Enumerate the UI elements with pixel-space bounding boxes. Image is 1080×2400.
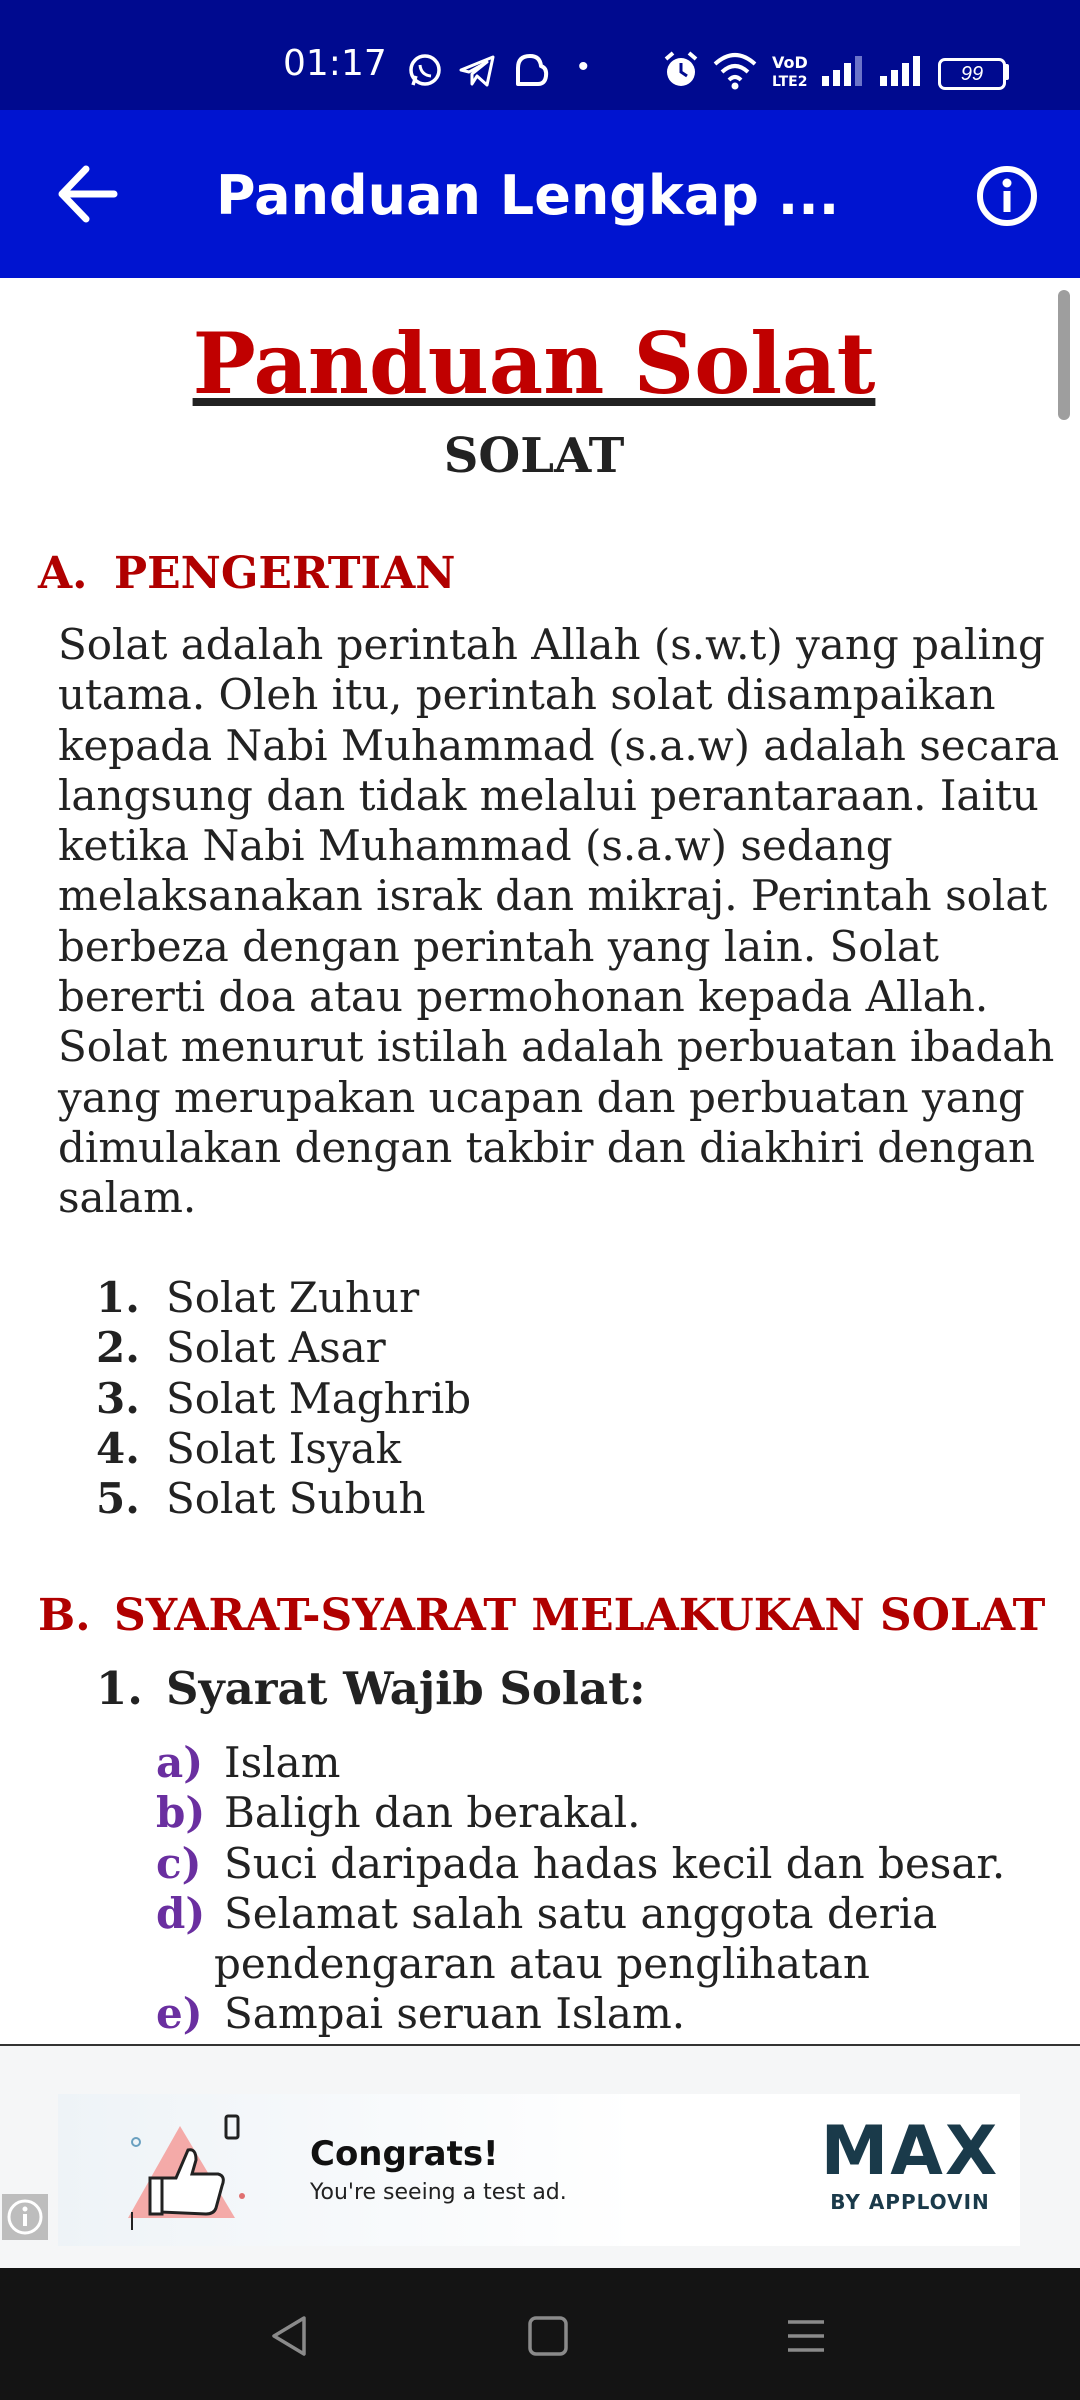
document-title: Panduan Solat [192, 314, 876, 413]
list-item-text: Baligh dan berakal. [224, 1788, 641, 1838]
document-subtitle: SOLAT [443, 428, 625, 484]
nav-home-icon[interactable] [520, 2308, 576, 2364]
list-item-letter: d) [156, 1888, 206, 1938]
list-item-letter: c) [156, 1838, 202, 1888]
list-item [96, 1474, 471, 1524]
list-item-text: Islam [224, 1738, 341, 1787]
list-item [96, 1374, 471, 1424]
section-a-letter: A. [38, 548, 88, 599]
battery-tip [1004, 64, 1009, 80]
list-item-text: Selamat salah satu anggota deria pendengaran atau penglihatan [214, 1888, 938, 1989]
list-item-number: 1. [96, 1273, 140, 1322]
list-item-text: Solat Isyak [166, 1423, 402, 1473]
wifi-icon [712, 52, 758, 90]
syarat-wajib-list [156, 1738, 1056, 2040]
ad-area [0, 2044, 1080, 2270]
list-item-letter: b) [156, 1788, 206, 1838]
info-icon[interactable] [975, 164, 1039, 228]
document-content[interactable] [0, 278, 1080, 2044]
list-item-text: Solat Subuh [166, 1474, 426, 1524]
svg-text:VoD: VoD [772, 53, 808, 72]
list-item-number: 4. [96, 1423, 140, 1473]
section-b-title: SYARAT-SYARAT MELAKUKAN SOLAT [114, 1590, 1046, 1641]
list-item-number: 3. [96, 1373, 140, 1423]
back-arrow-icon[interactable] [52, 156, 128, 232]
signal-icon-sim2 [878, 54, 924, 88]
battery-level: 99 [960, 63, 984, 85]
whatsapp-icon [406, 52, 444, 90]
alarm-icon [662, 50, 700, 90]
notification-dot: • [578, 50, 589, 83]
prayer-list [96, 1273, 471, 1524]
list-item [156, 1788, 1056, 1838]
ad-text: You're seeing a test ad. [310, 2180, 567, 2205]
list-item-text: Solat Zuhur [166, 1273, 420, 1322]
list-item [96, 1323, 471, 1373]
section-b-letter: B. [38, 1590, 91, 1641]
list-item [156, 1738, 1056, 1788]
ad-banner[interactable] [58, 2094, 1020, 2246]
ad-title: Congrats! [310, 2134, 499, 2174]
list-item-text: Sampai seruan Islam. [224, 1989, 686, 2039]
list-item [156, 1889, 1056, 1990]
list-item-text: Solat Maghrib [166, 1373, 472, 1423]
section-a-paragraph: Solat adalah perintah Allah (s.w.t) yang paling utama. Oleh itu, perintah solat disampaikan kepada Nabi Muhammad (s.a.w) adalah secara langsung dan tidak melalui perantaraan. Iaitu ketika Nabi Muhammad (s.a.w) sedang melaksanakan israk dan mikraj. Perintah solat berbeza dengan perintah yang lain. Solat bererti doa atau permohonan kepada Allah. Solat menurut istilah adalah perbuatan ibadah yang merupakan ucapan dan perbuatan yang dimulakan dengan takbir dan diakhiri dengan salam. [58, 620, 1060, 1223]
list-item-letter: e) [156, 1989, 203, 2039]
nav-back-icon[interactable] [262, 2308, 318, 2364]
list-item-text: Suci daripada hadas kecil dan besar. [224, 1838, 1006, 1888]
sub-heading-number: 1. [96, 1662, 143, 1715]
signal-icon-sim1 [820, 54, 866, 88]
list-item-number: 2. [96, 1323, 140, 1373]
ad-choices-info-icon[interactable] [2, 2194, 48, 2240]
section-a-heading [38, 548, 455, 599]
list-item [156, 1989, 1056, 2039]
cloud-app-icon [510, 50, 550, 90]
thumbs-up-icon [120, 2108, 250, 2238]
section-b-heading [38, 1590, 1045, 1641]
app-bar [0, 110, 1080, 278]
section-a-title: PENGERTIAN [114, 548, 456, 599]
list-item-text: Solat Asar [166, 1323, 386, 1373]
sub-heading-syarat-wajib [96, 1662, 646, 1715]
navigation-bar [0, 2268, 1080, 2400]
app-bar-title: Panduan Lengkap ... [216, 164, 840, 227]
list-item [96, 1273, 471, 1323]
ad-brand-sub: BY APPLOVIN [830, 2190, 990, 2214]
list-item-letter: a) [156, 1738, 204, 1787]
volte-icon [770, 52, 810, 90]
list-item [96, 1424, 471, 1474]
battery-icon [938, 58, 1006, 90]
status-bar [0, 0, 1080, 110]
list-item [156, 1839, 1056, 1889]
ad-brand-name: MAX [820, 2112, 1000, 2191]
ad-brand-logo [810, 2112, 1010, 2214]
sub-heading-text: Syarat Wajib Solat: [166, 1662, 646, 1715]
telegram-icon [458, 54, 496, 88]
svg-text:LTE2: LTE2 [772, 74, 808, 90]
status-time: 01:17 [283, 43, 387, 84]
list-item-number: 5. [96, 1474, 140, 1524]
nav-menu-icon[interactable] [778, 2308, 834, 2364]
